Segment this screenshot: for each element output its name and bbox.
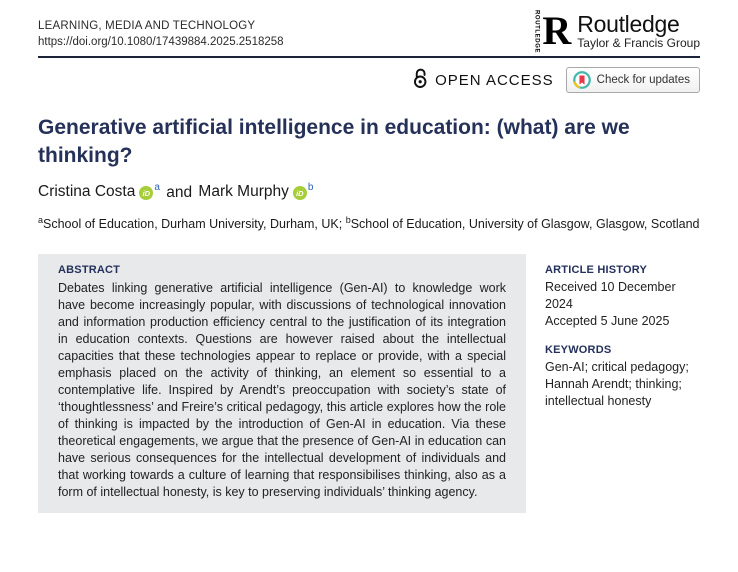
orcid-icon[interactable]: iD: [293, 186, 307, 200]
check-for-updates-label: Check for updates: [596, 74, 690, 86]
keywords-heading: KEYWORDS: [545, 343, 612, 356]
accepted-date: Accepted 5 June 2025: [545, 313, 670, 328]
publisher-wordmark: [577, 12, 700, 50]
article-history-heading: ARTICLE HISTORY: [545, 263, 648, 276]
doi-link[interactable]: https://doi.org/10.1080/17439884.2025.2518258: [38, 36, 284, 49]
abstract-heading: ABSTRACT: [58, 263, 121, 276]
publisher-group: Taylor & Francis Group: [577, 36, 700, 51]
author-affil-sup-b: b: [307, 182, 314, 194]
crossmark-icon: [573, 71, 591, 89]
affiliation-sup-a: a: [38, 214, 44, 225]
journal-info: [38, 14, 284, 50]
access-bar: [38, 60, 700, 100]
keywords-text: Gen-AI; critical pedagogy; Hannah Arendt; thinking; intellectual honesty: [545, 359, 689, 408]
article-meta-column: [545, 254, 700, 513]
abstract-text: Debates linking generative artificial intelligence (Gen-AI) to knowledge work have become increasingly popular, with discussions of technological innovation and information production efficiency central to the justification of its integration in education contexts. Questions are however raised about the intellectual capacities that these technologies appear to replace or provide, with a special emphasis placed on the activity of thinking, an element so essential to a contemplative life. Inspired by Arendt’s preoccupation with society’s state of ‘thoughtlessness’ and Freire’s critical pedagogy, this article explores how the role of thinking is impacted by the introduction of Gen-AI in education. Via these theoretical engagements, we argue that the presence of Gen-AI in education can have serious consequences for the intellectual development of individuals and that working towards a culture of learning that responsibilises thinking, also as a form of intellectual honesty, is key to preserving individuals’ thinking agency.: [58, 280, 506, 499]
author-name-costa[interactable]: Cristina Costa: [38, 183, 136, 201]
routledge-vertical-label: ROUTLEDGE: [533, 10, 540, 54]
routledge-r-icon: R: [542, 8, 572, 53]
main-content: [38, 254, 700, 513]
open-access-lock-icon: [413, 67, 428, 94]
abstract-box: [38, 254, 526, 513]
keywords-block: [545, 344, 700, 410]
affiliation-text-b: School of Education, University of Glasgow, Glasgow, Scotland: [350, 216, 700, 231]
author-name-murphy[interactable]: Mark Murphy: [198, 183, 289, 201]
page-header: [38, 0, 700, 56]
routledge-logo[interactable]: [533, 10, 700, 52]
orcid-icon[interactable]: iD: [139, 186, 153, 200]
article-history-block: [545, 264, 700, 330]
publisher-name: Routledge: [577, 10, 680, 37]
journal-name: LEARNING, MEDIA AND TECHNOLOGY: [38, 20, 256, 32]
author-affil-sup-a: a: [154, 182, 160, 194]
open-access-badge: [413, 67, 554, 94]
article-title: Generative artificial intelligence in education: (what) are we thinking?: [38, 116, 630, 167]
received-date: Received 10 December 2024: [545, 279, 676, 311]
open-access-label: OPEN ACCESS: [435, 71, 554, 89]
header-divider: [38, 56, 700, 58]
affiliations: [38, 214, 700, 233]
affiliation-text-a: School of Education, Durham University, Durham, UK;: [43, 216, 346, 231]
authors-line: [38, 182, 700, 201]
check-for-updates-button[interactable]: [566, 67, 700, 93]
affiliation-sup-b: b: [345, 214, 351, 225]
authors-join-text: and: [166, 183, 193, 201]
